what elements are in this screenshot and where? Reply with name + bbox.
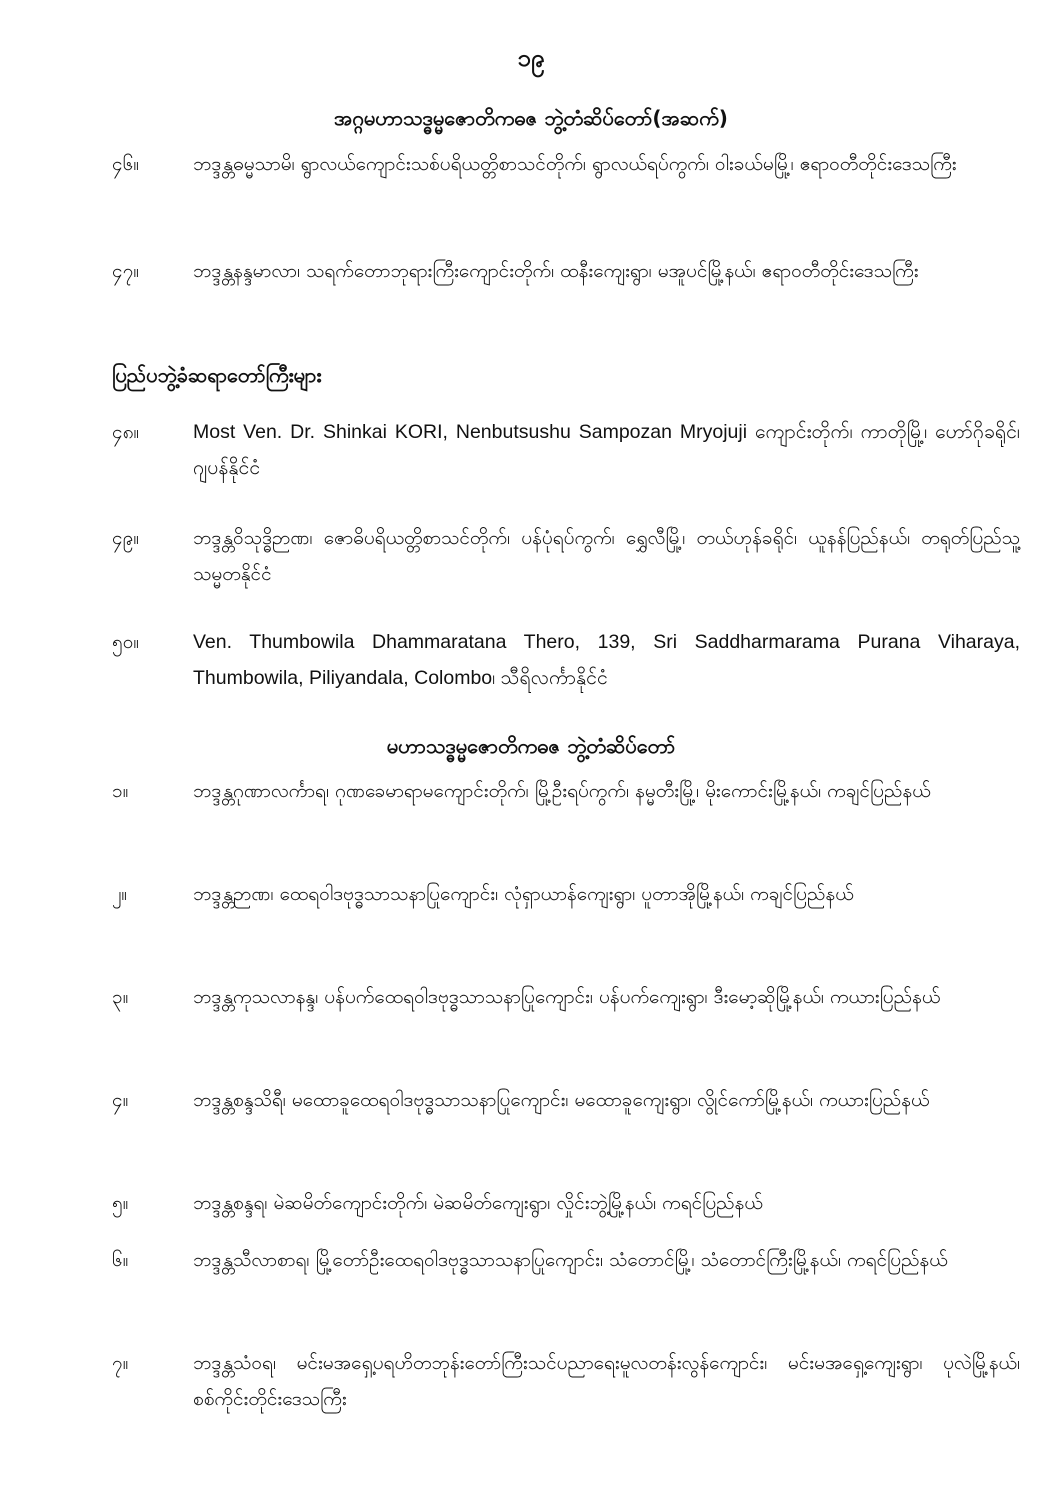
entry-number: ၇။ (112, 1352, 129, 1374)
list-item (112, 253, 1020, 289)
section-heading-main: မဟာသဒ္ဓမ္မဇောတိကဓဇ ဘွဲ့တံဆိပ်တော် (386, 734, 676, 758)
list-item (112, 979, 1020, 1015)
entry-text: Ven. Thumbowila Dhammaratana Thero, 139, Sri Saddharmarama Purana Viharaya, Thumbowila, Piliyandala, Colombo၊ သီရိလင်္ကာနိုင်ငံ (193, 631, 1020, 689)
list-item (112, 1345, 1020, 1417)
list-item (112, 1185, 1020, 1221)
entry-text: ဘဒ္ဒန္တစန္ဒရ၊ မဲဆမိတ်ကျောင်းတိုက်၊ မဲဆမိတ်ကျေးရွာ၊ လှိုင်းဘွဲ့မြို့နယ်၊ ကရင်ပြည်နယ် (193, 1192, 763, 1214)
entry-number: ၃။ (112, 986, 129, 1008)
entry-text: ဘဒ္ဒန္တနန္ဒမာလာ၊ သရက်တောဘုရားကြီးကျောင်းတိုက်၊ ထနီးကျေးရွာ၊ မအူပင်မြို့နယ်၊ ဧရာဝတီတိုင်းဒေသကြီး (193, 260, 919, 282)
entry-number: ၂။ (112, 883, 128, 905)
entry-number: ၄၆။ (112, 153, 140, 175)
list-item (112, 876, 1020, 912)
entry-number: ၅၀။ (112, 631, 140, 653)
entry-number: ၄၈။ (112, 421, 140, 443)
entry-text: ဘဒ္ဒန္တဉာဏ၊ ထေရဝါဒဗုဒ္ဓသာသနာပြုကျောင်း၊ လုံရှာယာန်ကျေးရွာ၊ ပူတာအိုမြို့နယ်၊ ကချင်ပြည်နယ် (193, 883, 854, 905)
entry-number: ၅။ (112, 1192, 129, 1214)
entry-text: Most Ven. Dr. Shinkai KORI, Nenbutsushu Sampozan Mryojuji ကျောင်းတိုက်၊ ကာတိုမြို့၊ ဟော်ဂိုခရိုင်၊ ဂျပန်နိုင်ငံ (193, 421, 1020, 479)
entry-text: ဘဒ္ဒန္တစန္ဒသိရီ၊ မထောခူထေရဝါဒဗုဒ္ဓသာသနာပြုကျောင်း၊ မထောခူကျေးရွာ၊ လွိုင်ကော်မြို့နယ်၊ ကယားပြည်နယ် (193, 1089, 930, 1111)
entry-text: ဘဒ္ဒန္တဝိသုဒ္ဓိဉာဏ၊ ဇောဓိပရိယတ္တိစာသင်တိုက်၊ ပန်ပုံရပ်ကွက်၊ ရွှေလီမြို့၊ တယ်ဟုန်ခရိုင်၊ ယူနန်ပြည်နယ်၊ တရုတ်ပြည်သူ့သမ္မတနိုင်ငံ (193, 527, 1020, 585)
entry-text: ဘဒ္ဒန္တသံဝရ၊ မင်းမအရှေ့ပရဟိတဘုန်းတော်ကြီးသင်ပညာရေးမူလတန်းလွန်ကျောင်း၊ မင်းမအရှေ့ကျေးရွာ၊ ပုလဲမြို့နယ်၊ စစ်ကိုင်းတိုင်းဒေသကြီး (193, 1352, 1020, 1410)
entry-text: ဘဒ္ဒန္တဓမ္မသာမိ၊ ရွာလယ်ကျောင်းသစ်ပရိယတ္တိစာသင်တိုက်၊ ရွာလယ်ရပ်ကွက်၊ ဝါးခယ်မမြို့၊ ဧရာဝတီတိုင်းဒေသကြီး (193, 153, 957, 175)
entry-number: ၄။ (112, 1089, 129, 1111)
list-item (112, 1082, 1020, 1118)
section-heading-continued: အဂ္ဂမဟာသဒ္ဓမ္မဇောတိကဓဇ ဘွဲ့တံဆိပ်တော်(အဆက်) (334, 106, 728, 130)
section-heading-foreign: ပြည်ပဘွဲ့ခံဆရာတော်ကြီးများ (112, 363, 322, 387)
list-item (112, 414, 1020, 486)
list-item (112, 146, 1020, 182)
entry-text: ဘဒ္ဒန္တကုသလာနန္ဒ၊ ပန်ပက်ထေရဝါဒဗုဒ္ဓသာသနာပြုကျောင်း၊ ပန်ပက်ကျေးရွာ၊ ဒီးမော့ဆိုမြို့နယ်၊ ကယားပြည်နယ် (193, 986, 941, 1008)
entry-number: ၄၇။ (112, 260, 140, 282)
list-item (112, 520, 1020, 592)
list-item (112, 773, 1020, 809)
page-number: ၁၉ (517, 44, 545, 72)
entry-text: ဘဒ္ဒန္တဂုဏာလင်္ကာရ၊ ဂုဏခေမာရာမကျောင်းတိုက်၊ မြို့ဦးရပ်ကွက်၊ နမ္မတီးမြို့၊ မိုးကောင်းမြို့နယ်၊ ကချင်ပြည်နယ် (193, 780, 931, 802)
entry-number: ၄၉။ (112, 527, 140, 549)
entry-number: ၆။ (112, 1249, 129, 1271)
entry-text: ဘဒ္ဒန္တသီလာစာရ၊ မြို့တော်ဦးထေရဝါဒဗုဒ္ဓသာသနာပြုကျောင်း၊ သံတောင်မြို့၊ သံတောင်ကြီးမြို့နယ်၊ ကရင်ပြည်နယ် (193, 1249, 948, 1271)
list-item (112, 624, 1020, 696)
entry-number: ၁။ (112, 780, 129, 802)
list-item (112, 1242, 1020, 1278)
